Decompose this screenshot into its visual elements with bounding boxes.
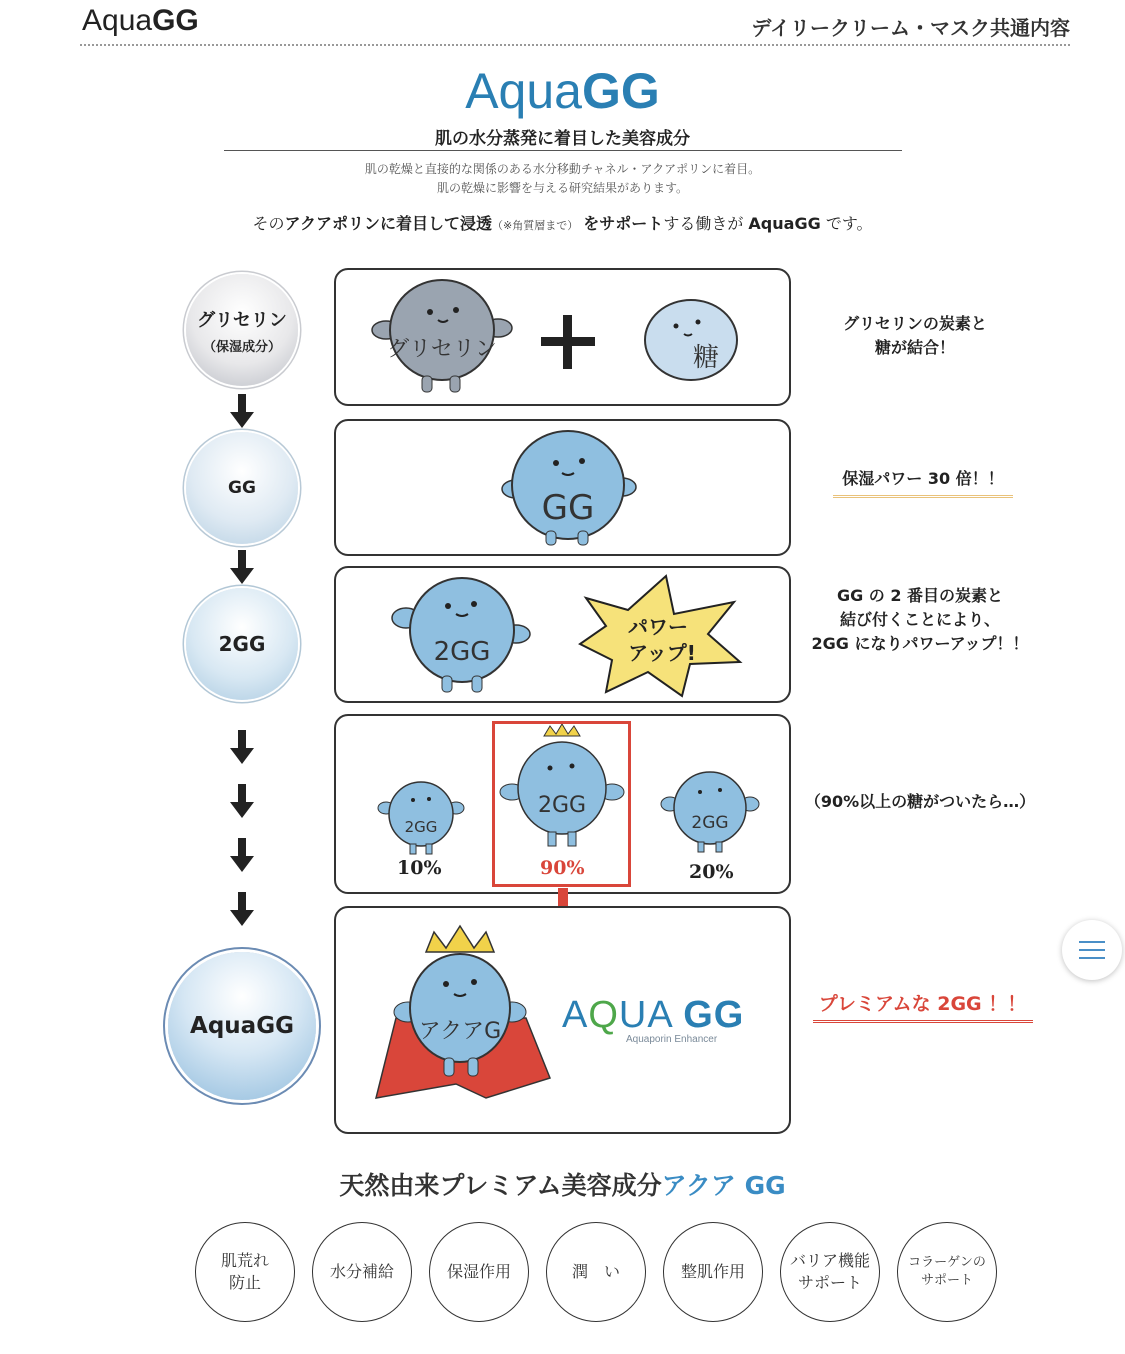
feature-label: 防止 [228,1273,261,1292]
glycerin-char-text: グリセリン [387,337,497,362]
note-line: プレミアムな 2GG ！！ [813,992,1033,1023]
step-glycerin-circle [186,274,298,386]
plus-icon [541,315,595,369]
step-aquagg-label: AquaGG [190,1013,294,1039]
power-text-2: アップ! [628,641,696,665]
feature-circle [780,1222,880,1322]
note-line: 2GG になりパワーアップ！！ [811,634,1029,653]
lead-part-bold: AquaGG [748,214,821,233]
note-line: 保湿パワー 30 倍！！ [833,467,1013,498]
logo-leaf-q: Q [588,994,619,1036]
glycerin-character [372,280,512,392]
feature-circle [312,1222,412,1322]
arrow-down-icon [228,892,256,928]
feature-label: 水分補給 [329,1262,394,1281]
percentage-center: 90% [540,857,585,879]
step-2gg-circle [186,588,298,700]
note-line: 糖が結合！ [874,338,955,357]
step-aquagg-circle [168,952,316,1100]
2gg-crowned-text: 2GG [537,793,587,818]
arrow-down-icon [228,394,256,430]
highlight-frame-90 [492,721,631,887]
power-up-burst [580,576,740,696]
aquagg-logo-tagline: Aquaporin Enhancer [626,1034,718,1045]
header-section-title: デイリークリーム・マスク共通内容 [751,16,1070,40]
note-percentage: （90%以上の糖がついたら…） [804,792,1036,811]
hamburger-menu-icon [1079,941,1105,943]
lead-part-bold: をサポート [583,214,664,233]
hamburger-menu-icon [1079,957,1105,959]
percentage-left: 10% [397,857,442,879]
feature-label: 肌荒れ [220,1251,269,1270]
sugar-char-text: 糖 [692,343,720,373]
step-2gg-label: 2GG [218,632,266,656]
lead-part: する働きが [663,214,744,233]
arrow-down-icon [228,784,256,820]
lead-part-bold: アクアポリンに着目して浸透 [284,214,492,233]
brand-bold: GG [152,4,199,37]
premium-heading [0,1166,1125,1202]
brand-light: Aqua [82,4,153,37]
lead-note: （※角質層まで） [491,219,579,232]
subtitle-divider [224,150,902,151]
hero-lead [0,211,1125,234]
step-glycerin-sublabel: （保湿成分） [202,339,281,355]
feature-circle [546,1222,646,1322]
note-premium [810,992,1035,1023]
feature-circle [429,1222,529,1322]
2gg-small-text: 2GG [691,813,729,833]
2gg-char-text: 2GG [433,637,491,667]
logo-letters-ua: UA [618,994,672,1036]
step-box-2gg [334,566,791,703]
feature-label: サポート [920,1273,973,1288]
title-bold: GG [581,63,660,119]
2gg-small-text: 2GG [404,818,438,836]
2gg-character [392,578,530,692]
hamburger-menu-button[interactable] [1062,920,1122,980]
aquagg-char-text: アクアG [418,1019,502,1044]
arrow-down-icon [228,730,256,766]
premium-prefix: 天然由来プレミアム美容成分 [339,1171,662,1200]
lead-part: その [252,214,285,233]
note-line: 結び付くことにより、 [839,610,1000,629]
arrow-down-icon [228,838,256,874]
2gg-small-left [378,782,464,854]
lead-part: です。 [825,214,873,233]
logo-letters-gg: GG [683,994,745,1036]
note-gg [830,467,1016,498]
arrow-down-icon [228,550,256,586]
2gg-powerup-illustration [336,568,789,701]
step-box-gg [334,419,791,556]
aquagg-title [0,62,1125,120]
page-header [80,0,1070,46]
feature-label: 保湿作用 [446,1262,511,1281]
2gg-small-right [661,772,759,852]
step-gg-label: GG [228,478,256,498]
gg-char-text: GG [541,488,595,528]
desc-line-2: 肌の乾燥に影響を与える研究結果があります。 [436,181,689,195]
feature-circle [195,1222,295,1322]
feature-label: コラーゲンの [908,1255,986,1270]
hamburger-menu-icon [1079,949,1105,951]
note-line: GG の 2 番目の炭素と [836,586,1004,605]
feature-label: バリア機能 [789,1251,870,1270]
feature-label: サポート [797,1273,862,1292]
logo-letter-a: A [562,994,589,1036]
feature-circle [663,1222,763,1322]
header-brand[interactable] [82,4,199,38]
note-line: グリセリンの炭素と [843,314,987,333]
gg-character-illustration [336,421,789,554]
power-text-1: パワー [628,615,688,639]
sugar-character [645,300,737,380]
hero-subtitle: 肌の水分蒸発に着目した美容成分 [435,129,690,149]
premium-accent: アクア GG [661,1171,786,1200]
step-glycerin-label: グリセリン [197,309,287,331]
percentage-right: 20% [689,861,734,883]
feature-label: 整肌作用 [680,1262,745,1281]
note-2gg [800,584,1040,656]
step-box-glycerin [334,268,791,406]
hero-description [0,160,1125,198]
feature-circle [897,1222,997,1322]
feature-label: 潤 い [571,1262,620,1281]
glycerin-plus-sugar-illustration [336,270,789,404]
desc-line-1: 肌の乾燥と直接的な関係のある水分移動チャネル・アクアポリンに着目。 [364,162,761,176]
title-light: Aqua [465,63,582,119]
aquagg-brand-logo [562,994,744,1037]
step-gg-circle [186,432,298,544]
note-glycerin [810,312,1020,360]
